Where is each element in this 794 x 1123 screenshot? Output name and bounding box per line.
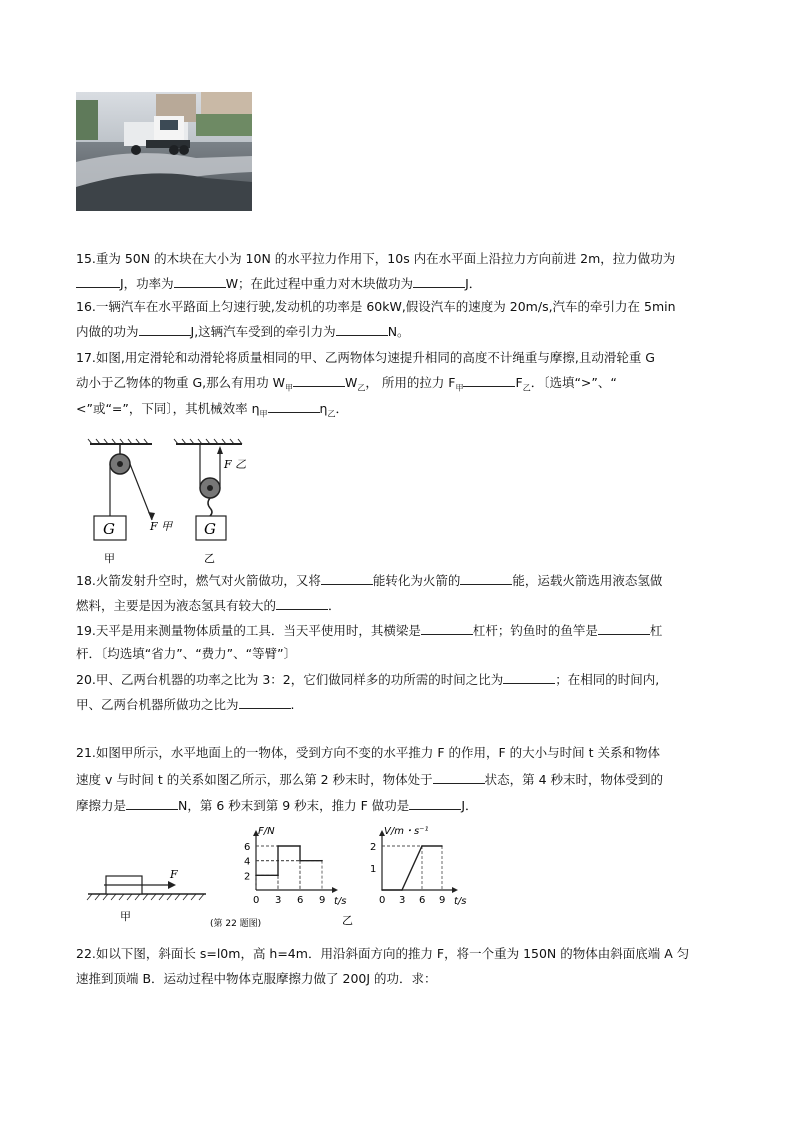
q21-text: 21.如图甲所示，水平地面上的一物体，受到方向不变的水平推力 F 的作用，F 的大小与时间 t 关系和物体 — [76, 745, 661, 760]
q19-line-2 — [76, 646, 296, 662]
q15-text: J，功率为 — [120, 276, 174, 291]
x-tick-label: 6 — [297, 895, 304, 906]
x-tick-label: 0 — [253, 895, 260, 906]
q17-blank-useful-work[interactable] — [293, 374, 345, 387]
q17-blank-efficiency[interactable] — [268, 400, 320, 413]
q19-text: 杠 — [649, 623, 663, 638]
y-tick-label: 2 — [244, 871, 251, 883]
q15-blank-work[interactable] — [76, 275, 120, 288]
data-point — [421, 845, 423, 847]
q15-text: 15.重为 50N 的木块在大小为 10N 的水平拉力作用下，10s 内在水平面上沿拉力方向前进 2m，拉力做功为 — [76, 251, 676, 266]
q17-line-2 — [76, 374, 617, 397]
y-tick-label: 4 — [244, 856, 251, 868]
q18-line-2 — [76, 597, 341, 614]
x-axis-label: t/s — [334, 896, 347, 907]
q18-blank-property[interactable] — [276, 597, 328, 610]
q17-text: ， 所用的拉力 F — [365, 375, 456, 390]
x-axis-arrow — [452, 887, 458, 893]
q16-blank-work[interactable] — [139, 323, 191, 336]
q17-text: <”或“=”，下同〕，其机械效率 η — [76, 401, 260, 416]
data-point — [441, 845, 443, 847]
q15-text: J． — [465, 276, 482, 291]
q17-subscript: 甲 — [455, 383, 464, 393]
x-tick-label: 0 — [379, 895, 386, 906]
figure-label: 甲 — [104, 552, 115, 565]
x-tick-label: 6 — [419, 895, 426, 906]
q20-text: 甲、乙两台机器所做功之比为 — [76, 697, 239, 712]
q19-line-1 — [76, 622, 662, 639]
q17-text: 动小于乙物体的物重 G,那么有用功 W — [76, 375, 285, 390]
q15-blank-power[interactable] — [174, 275, 226, 288]
weight-label: G — [103, 520, 115, 538]
q20-blank-work-ratio[interactable] — [239, 696, 291, 709]
q15-blank-gravity-work[interactable] — [413, 275, 465, 288]
x-tick-label: 9 — [439, 895, 446, 906]
q16-text: 16.一辆汽车在水平路面上匀速行驶,发动机的功率是 60kW,假设汽车的速度为 20m/s,汽车的牵引力在 5min — [76, 299, 676, 314]
q18-blank-energy-to[interactable] — [460, 572, 512, 585]
q17-subscript: 甲 — [284, 383, 293, 393]
q21-line-1 — [76, 745, 660, 761]
force-label: F 乙 — [224, 458, 247, 471]
q22-line-2 — [76, 971, 437, 987]
q17-text: 17.如图,用定滑轮和动滑轮将质量相同的甲、乙两物体匀速提升相同的高度不计绳重与摩擦,且动滑轮重 G — [76, 350, 655, 365]
q20-text: ；在相同的时间内, — [555, 672, 660, 687]
street-sprinkler-truck-photo — [76, 92, 252, 211]
q20-line-2 — [76, 696, 295, 713]
data-point — [299, 845, 301, 847]
q20-text: . — [290, 697, 295, 712]
x-tick-label: 9 — [319, 895, 326, 906]
q21-text: 摩擦力是 — [76, 798, 127, 813]
q20-text: 20.甲、乙两台机器的功率之比为 3：2，它们做同样多的功所需的时间之比为 — [76, 672, 504, 687]
q16-text: N。 — [387, 324, 410, 339]
q17-text: η — [319, 401, 328, 416]
q18-text: 18.火箭发射升空时，燃气对火箭做功，又将 — [76, 573, 321, 588]
q20-line-1 — [76, 671, 659, 688]
q19-blank-rod[interactable] — [598, 622, 650, 635]
figure-caption: (第 22 题图) — [210, 919, 262, 929]
q17-text: F — [515, 375, 523, 390]
q21-blank-work[interactable] — [409, 797, 461, 810]
q21-text: 速度 v 与时间 t 的关系如图乙所示，那么第 2 秒末时，物体处于 — [76, 772, 433, 787]
x-tick-label: 3 — [275, 895, 282, 906]
q17-subscript: 乙 — [522, 383, 531, 393]
q15-line-2 — [76, 275, 481, 292]
q17-subscript: 甲 — [259, 409, 268, 419]
y-tick-label: 1 — [370, 864, 377, 875]
q16-text: 内做的功为 — [76, 324, 139, 339]
data-point — [381, 889, 383, 891]
q21-blank-friction[interactable] — [126, 797, 178, 810]
q19-text: 杆．〔均选填“省力”、“费力”、“等臂”〕 — [76, 646, 297, 661]
force-label: F — [170, 868, 178, 881]
q17-text: W — [344, 375, 358, 390]
q21-line-3 — [76, 797, 478, 814]
q17-line-1 — [76, 350, 655, 366]
q17-blank-force[interactable] — [463, 374, 515, 387]
q17-subscript: 乙 — [357, 383, 366, 393]
y-axis-label: V/m・s⁻¹ — [384, 826, 429, 837]
q21-blank-state[interactable] — [433, 771, 485, 784]
q18-blank-energy-from[interactable] — [321, 572, 373, 585]
block-on-ground-diagram — [87, 868, 206, 923]
q16-text: J,这辆汽车受到的牵引力为 — [190, 324, 336, 339]
q17-text: ．〔选填“>”、“ — [530, 375, 617, 390]
data-point — [401, 889, 403, 891]
x-axis-label: t/s — [454, 896, 467, 907]
velocity-time-chart — [370, 826, 467, 907]
q21-text: J． — [461, 798, 478, 813]
figure-label: 甲 — [120, 910, 131, 923]
fixed-pulley-diagram — [88, 439, 174, 565]
q18-line-1 — [76, 572, 662, 589]
q20-blank-time-ratio[interactable] — [503, 671, 555, 684]
q21-text: 状态，第 4 秒末时，物体受到的 — [484, 772, 663, 787]
q22-text: 速推到顶端 B．运动过程中物体克服摩擦力做了 200J 的功．求： — [76, 971, 437, 986]
q17-line-3 — [76, 400, 348, 423]
force-label: F 甲 — [150, 520, 173, 533]
q19-text: 19.天平是用来测量物体质量的工具．当天平使用时，其横梁是 — [76, 623, 421, 638]
q22-text: 22.如以下图，斜面长 s=l0m，高 h=4m．用沿斜面方向的推力 F，将一个重为 150N 的物体由斜面底端 A 匀 — [76, 946, 690, 961]
y-axis-label: F/N — [258, 826, 275, 837]
q16-line-2 — [76, 323, 410, 340]
q19-blank-balance[interactable] — [421, 622, 473, 635]
movable-pulley-diagram — [174, 439, 246, 565]
q18-text: 能转化为火箭的 — [372, 573, 461, 588]
data-point — [277, 845, 279, 847]
q21-text: N，第 6 秒末到第 9 秒末，推力 F 做功是 — [178, 798, 410, 813]
q17-subscript: 乙 — [327, 409, 336, 419]
data-point — [277, 875, 279, 877]
x-axis-arrow — [332, 887, 338, 893]
q22-line-1 — [76, 946, 689, 962]
q21-line-2 — [76, 771, 663, 788]
data-point — [299, 860, 301, 862]
force-velocity-figure — [76, 818, 476, 930]
q15-text: W；在此过程中重力对木块做功为 — [225, 276, 414, 291]
data-point — [321, 860, 323, 862]
q16-line-1 — [76, 299, 676, 315]
q19-text: 杠杆；钓鱼时的鱼竿是 — [472, 623, 598, 638]
figure-label: 乙 — [342, 914, 353, 927]
q18-text: 燃料，主要是因为液态氢具有较大的 — [76, 598, 277, 613]
pulley-figure — [84, 438, 254, 566]
weight-label: G — [204, 520, 216, 538]
q18-text: 能，运载火箭选用液态氢做 — [512, 573, 663, 588]
force-time-chart — [244, 826, 347, 907]
data-line — [382, 846, 442, 890]
figure-label: 乙 — [204, 552, 215, 565]
q15-line-1 — [76, 251, 675, 267]
x-tick-label: 3 — [399, 895, 406, 906]
q17-text: ． — [335, 401, 348, 416]
data-point — [255, 875, 257, 877]
y-tick-label: 2 — [370, 842, 377, 853]
y-tick-label: 6 — [244, 842, 251, 853]
q16-blank-force[interactable] — [336, 323, 388, 336]
q18-text: ． — [328, 598, 341, 613]
